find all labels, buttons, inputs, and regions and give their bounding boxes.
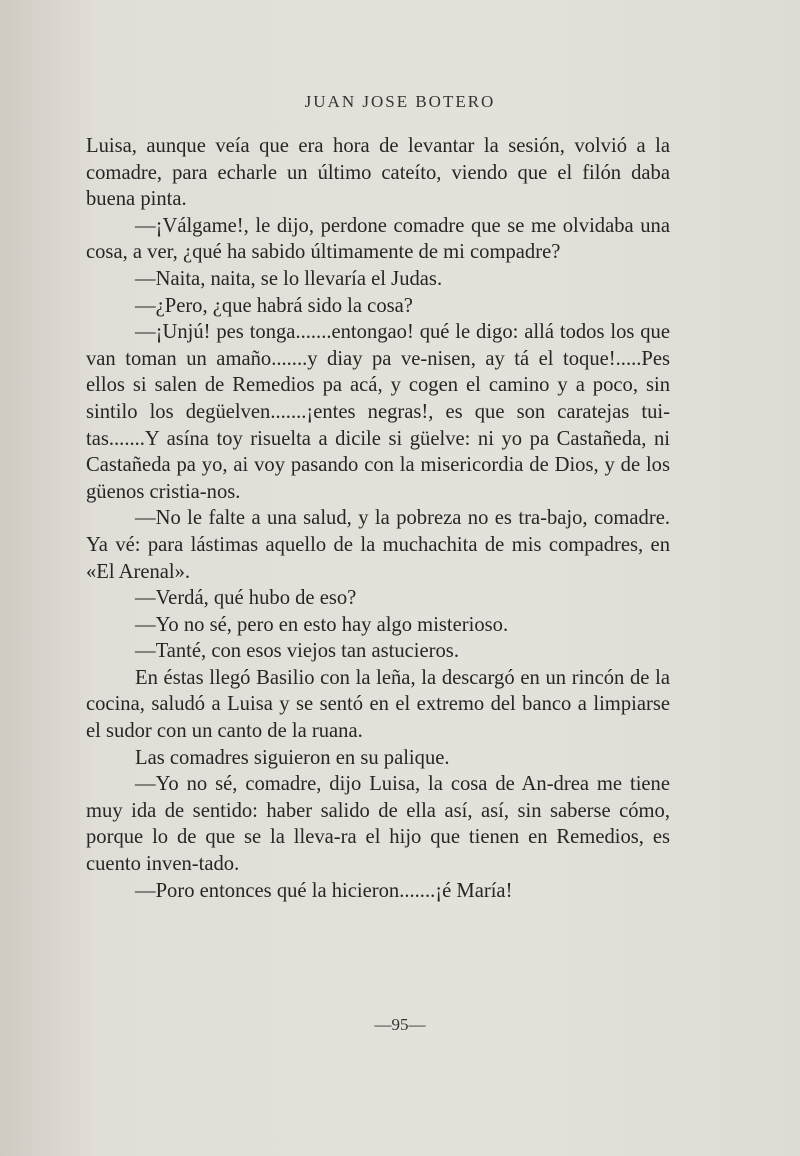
paragraph: —¡Válgame!, le dijo, perdone comadre que se me olvidaba una cosa, a ver, ¿qué ha sabido últimamente de mi compadre? (86, 214, 670, 264)
body-text (86, 133, 670, 904)
paragraph: —¡Unjú! pes tonga.......entongao! qué le digo: allá todos los que van toman un amaño.......y diay pa ve-nisen, ay tá el toque!.....Pes ellos si salen de Remedios pa acá, y cogen el camino y a poco, sin sintilo los degüelven.......¡entes negras!, es que son caratejas tui-tas.......Y asína toy risuelta a dicile si güelve: ni yo pa Castañeda, ni Castañeda pa yo, ai voy pasando con la misericordia de Dios, y de los güenos cristia-nos. (86, 321, 670, 503)
paragraph: —¿Pero, ¿que habrá sido la cosa? (135, 294, 413, 317)
paragraph: —Yo no sé, pero en esto hay algo misterioso. (135, 613, 509, 636)
paragraph: Luisa, aunque veía que era hora de levantar la sesión, volvió a la comadre, para echarle un último cateíto, viendo que el filón daba buena pinta. (86, 135, 670, 211)
paragraph: —Poro entonces qué la hicieron.......¡é María! (135, 879, 513, 902)
paragraph: —Yo no sé, comadre, dijo Luisa, la cosa de An-drea me tiene muy ida de sentido: haber salido de ella así, así, sin saberse cómo, porque lo de que se la lleva-ra el hijo que tienen en Remedios, es cuento inven-tado. (86, 773, 670, 876)
paragraph: —No le falte a una salud, y la pobreza no es tra-bajo, comadre. Ya vé: para lástimas aquello de la muchachita de mis compadres, en «El Arenal». (86, 507, 670, 583)
paragraph: Las comadres siguieron en su palique. (135, 746, 450, 769)
paragraph: En éstas llegó Basilio con la leña, la descargó en un rincón de la cocina, saludó a Luisa y se sentó en el extremo del banco a limpiarse el sudor con un canto de la ruana. (86, 666, 670, 743)
paragraph: —Tanté, con esos viejos tan astucieros. (135, 640, 459, 663)
page-number: —95— (374, 1015, 426, 1034)
paragraph: —Verdá, qué hubo de eso? (135, 587, 357, 610)
running-header: JUAN JOSE BOTERO (304, 92, 496, 111)
paragraph: —Naita, naita, se lo llevaría el Judas. (135, 267, 443, 290)
